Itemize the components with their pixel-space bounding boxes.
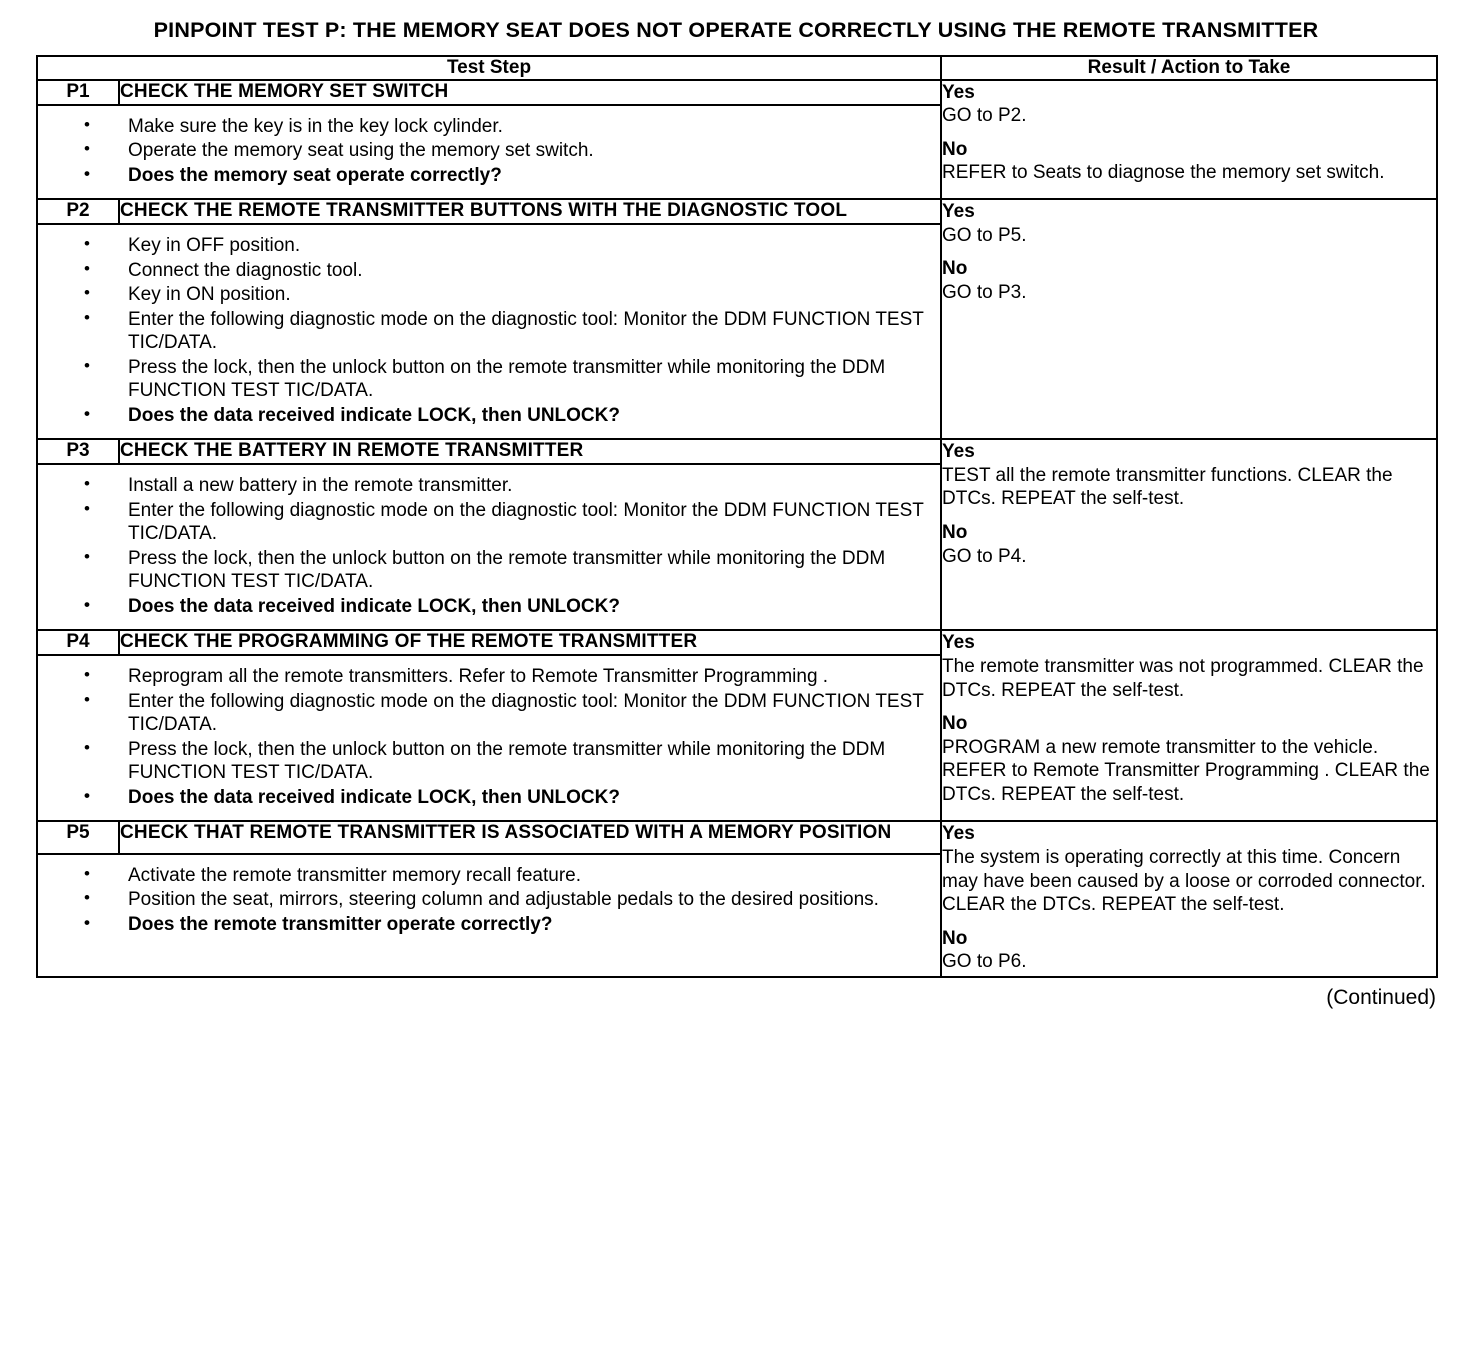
- result-label-no: No: [942, 521, 968, 543]
- result-text-no: GO to P6.: [942, 951, 1027, 973]
- list-item: • Operate the memory seat using the memory set switch.: [84, 139, 930, 163]
- step-bullets-cell: [37, 224, 941, 439]
- step-heading: CHECK THE PROGRAMMING OF THE REMOTE TRANSMITTER: [119, 630, 941, 655]
- list-item: • Press the lock, then the unlock button on the remote transmitter while monitoring the DDM FUNCTION TEST TIC/DATA.: [84, 738, 930, 785]
- result-label-yes: Yes: [942, 81, 975, 103]
- result-label-no: No: [942, 138, 968, 160]
- table-row: [37, 439, 1437, 464]
- result-action-cell: [941, 80, 1437, 199]
- result-text-no: REFER to Seats to diagnose the memory set switch.: [942, 162, 1385, 184]
- step-number: P3: [37, 439, 119, 464]
- result-text-no: GO to P3.: [942, 281, 1027, 303]
- step-bullet-list: [38, 106, 940, 199]
- step-bullets-cell: [37, 655, 941, 821]
- list-item: • Make sure the key is in the key lock cylinder.: [84, 115, 930, 139]
- result-text-yes: TEST all the remote transmitter functions. CLEAR the DTCs. REPEAT the self-test.: [942, 464, 1393, 510]
- continued-label: (Continued): [1326, 985, 1436, 1009]
- result-text-yes: GO to P5.: [942, 224, 1027, 246]
- result-label-yes: Yes: [942, 823, 975, 845]
- result-label-yes: Yes: [942, 201, 975, 223]
- step-heading: CHECK THAT REMOTE TRANSMITTER IS ASSOCIATED WITH A MEMORY POSITION: [119, 821, 941, 853]
- step-bullets-cell: [37, 105, 941, 200]
- step-heading: CHECK THE REMOTE TRANSMITTER BUTTONS WITH THE DIAGNOSTIC TOOL: [119, 199, 941, 224]
- step-bullet-list: [38, 465, 940, 629]
- page-title: PINPOINT TEST P: THE MEMORY SEAT DOES NOT OPERATE CORRECTLY USING THE REMOTE TRANSMITTER: [153, 18, 1319, 42]
- list-item: • Key in ON position.: [84, 283, 930, 307]
- column-header-result-action: Result / Action to Take: [941, 56, 1437, 80]
- result-action-cell: [941, 199, 1437, 439]
- step-number: P1: [37, 80, 119, 105]
- result-text-yes: The system is operating correctly at this time. Concern may have been caused by a loose or corroded connector. CLEAR the DTCs. REPEAT the self-test.: [942, 847, 1426, 916]
- result-action-cell: [941, 439, 1437, 630]
- result-action-cell: [941, 821, 1437, 976]
- list-item: • Reprogram all the remote transmitters. Refer to Remote Transmitter Programming .: [84, 665, 930, 689]
- step-bullets-cell: [37, 854, 941, 977]
- result-text-yes: The remote transmitter was not programmed. CLEAR the DTCs. REPEAT the self-test.: [942, 655, 1424, 701]
- list-item: • Enter the following diagnostic mode on the diagnostic tool: Monitor the DDM FUNCTION TEST TIC/DATA.: [84, 499, 930, 546]
- list-item: • Press the lock, then the unlock button on the remote transmitter while monitoring the DDM FUNCTION TEST TIC/DATA.: [84, 356, 930, 403]
- list-item: • Does the data received indicate LOCK, then UNLOCK?: [84, 404, 930, 428]
- list-item: • Press the lock, then the unlock button on the remote transmitter while monitoring the DDM FUNCTION TEST TIC/DATA.: [84, 547, 930, 594]
- step-heading: CHECK THE BATTERY IN REMOTE TRANSMITTER: [119, 439, 941, 464]
- list-item: • Activate the remote transmitter memory recall feature.: [84, 864, 930, 888]
- result-text-no: GO to P4.: [942, 545, 1027, 567]
- list-item: • Enter the following diagnostic mode on the diagnostic tool: Monitor the DDM FUNCTION TEST TIC/DATA.: [84, 308, 930, 355]
- step-heading: CHECK THE MEMORY SET SWITCH: [119, 80, 941, 105]
- result-label-yes: Yes: [942, 632, 975, 654]
- result-text-no: PROGRAM a new remote transmitter to the vehicle. REFER to Remote Transmitter Programming . CLEAR the DTCs. REPEAT the self-test.: [942, 736, 1430, 805]
- result-label-no: No: [942, 713, 968, 735]
- list-item: • Does the memory seat operate correctly?: [84, 164, 930, 188]
- list-item: • Key in OFF position.: [84, 234, 930, 258]
- result-label-no: No: [942, 258, 968, 280]
- table-row: [37, 80, 1437, 105]
- pinpoint-test-table: [36, 55, 1438, 978]
- result-action-cell: [941, 630, 1437, 821]
- table-row: [37, 199, 1437, 224]
- list-item: • Does the remote transmitter operate correctly?: [84, 913, 930, 937]
- step-bullet-list: [38, 656, 940, 820]
- list-item: • Does the data received indicate LOCK, then UNLOCK?: [84, 786, 930, 810]
- table-row: [37, 821, 1437, 853]
- table-header-row: [37, 56, 1437, 80]
- list-item: • Install a new battery in the remote transmitter.: [84, 474, 930, 498]
- step-number: P4: [37, 630, 119, 655]
- list-item: • Enter the following diagnostic mode on the diagnostic tool: Monitor the DDM FUNCTION TEST TIC/DATA.: [84, 690, 930, 737]
- result-label-yes: Yes: [942, 441, 975, 463]
- result-text-yes: GO to P2.: [942, 105, 1027, 127]
- result-label-no: No: [942, 927, 968, 949]
- step-bullets-cell: [37, 464, 941, 630]
- table-row: [37, 630, 1437, 655]
- list-item: • Does the data received indicate LOCK, then UNLOCK?: [84, 595, 930, 619]
- step-number: P2: [37, 199, 119, 224]
- step-bullet-list: [38, 225, 940, 438]
- list-item: • Position the seat, mirrors, steering column and adjustable pedals to the desired positions.: [84, 888, 930, 912]
- list-item: • Connect the diagnostic tool.: [84, 259, 930, 283]
- step-bullet-list: [38, 855, 940, 948]
- column-header-test-step: Test Step: [37, 56, 941, 80]
- step-number: P5: [37, 821, 119, 853]
